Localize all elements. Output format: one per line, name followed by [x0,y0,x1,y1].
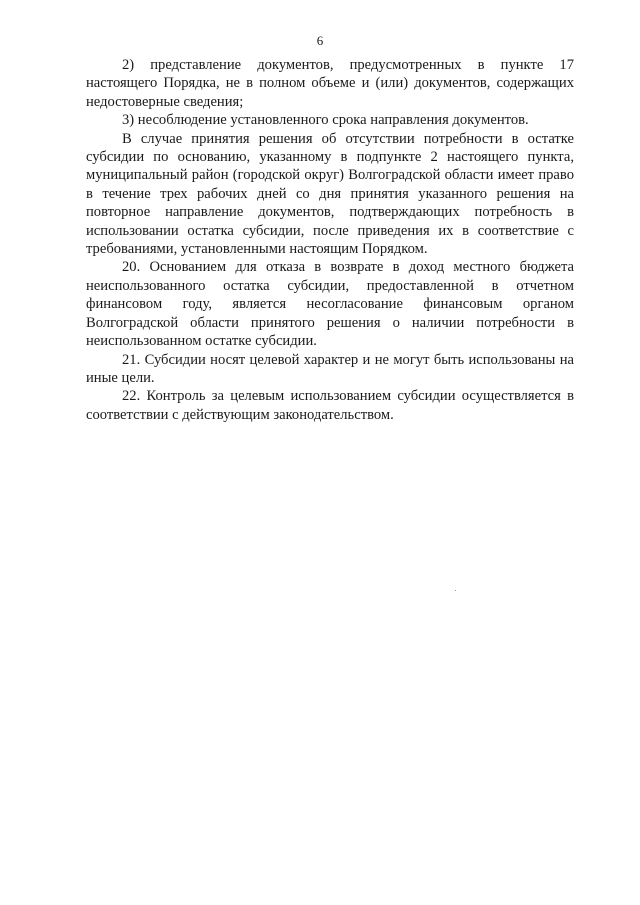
paragraph-22: 22. Контроль за целевым использованием субсидии осуществляется в соответствии с действующим законодательством. [86,388,574,423]
paragraph-item-3: 3) несоблюдение установленного срока направления документов. [122,112,529,129]
paragraph-item-2: 2) представление документов, предусмотренных в пункте 17 настоящего Порядка, не в полном объеме и (или) документов, содержащих недостоверные сведения; [86,57,574,110]
paragraph-21: 21. Субсидии носят целевой характер и не могут быть использованы на иные цели. [86,351,574,386]
scan-speck [455,590,456,591]
paragraph-20: 20. Основанием для отказа в возврате в доход местного бюджета неиспользованного остатка субсидии, предоставленной в отчетном финансовом году, является несогласование финансовым органом Волгоградской области принятого решения о наличии потребности в неиспользованном остатке субсидии. [86,259,574,350]
paragraph-resubmission: В случае принятия решения об отсутствии потребности в остатке субсидии по основанию, указанному в подпункте 2 настоящего пункта, муниципальный район (городской округ) Волгоградской области имеет право в течение трех рабочих дней со дня принятия указанного решения на повторное направление документов, подтверждающих потребность в использовании остатка субсидии, после приведения их в соответствие с требованиями, установленными настоящим Порядком. [86,130,574,258]
page-number: 6 [316,33,324,48]
document-body [86,56,574,424]
